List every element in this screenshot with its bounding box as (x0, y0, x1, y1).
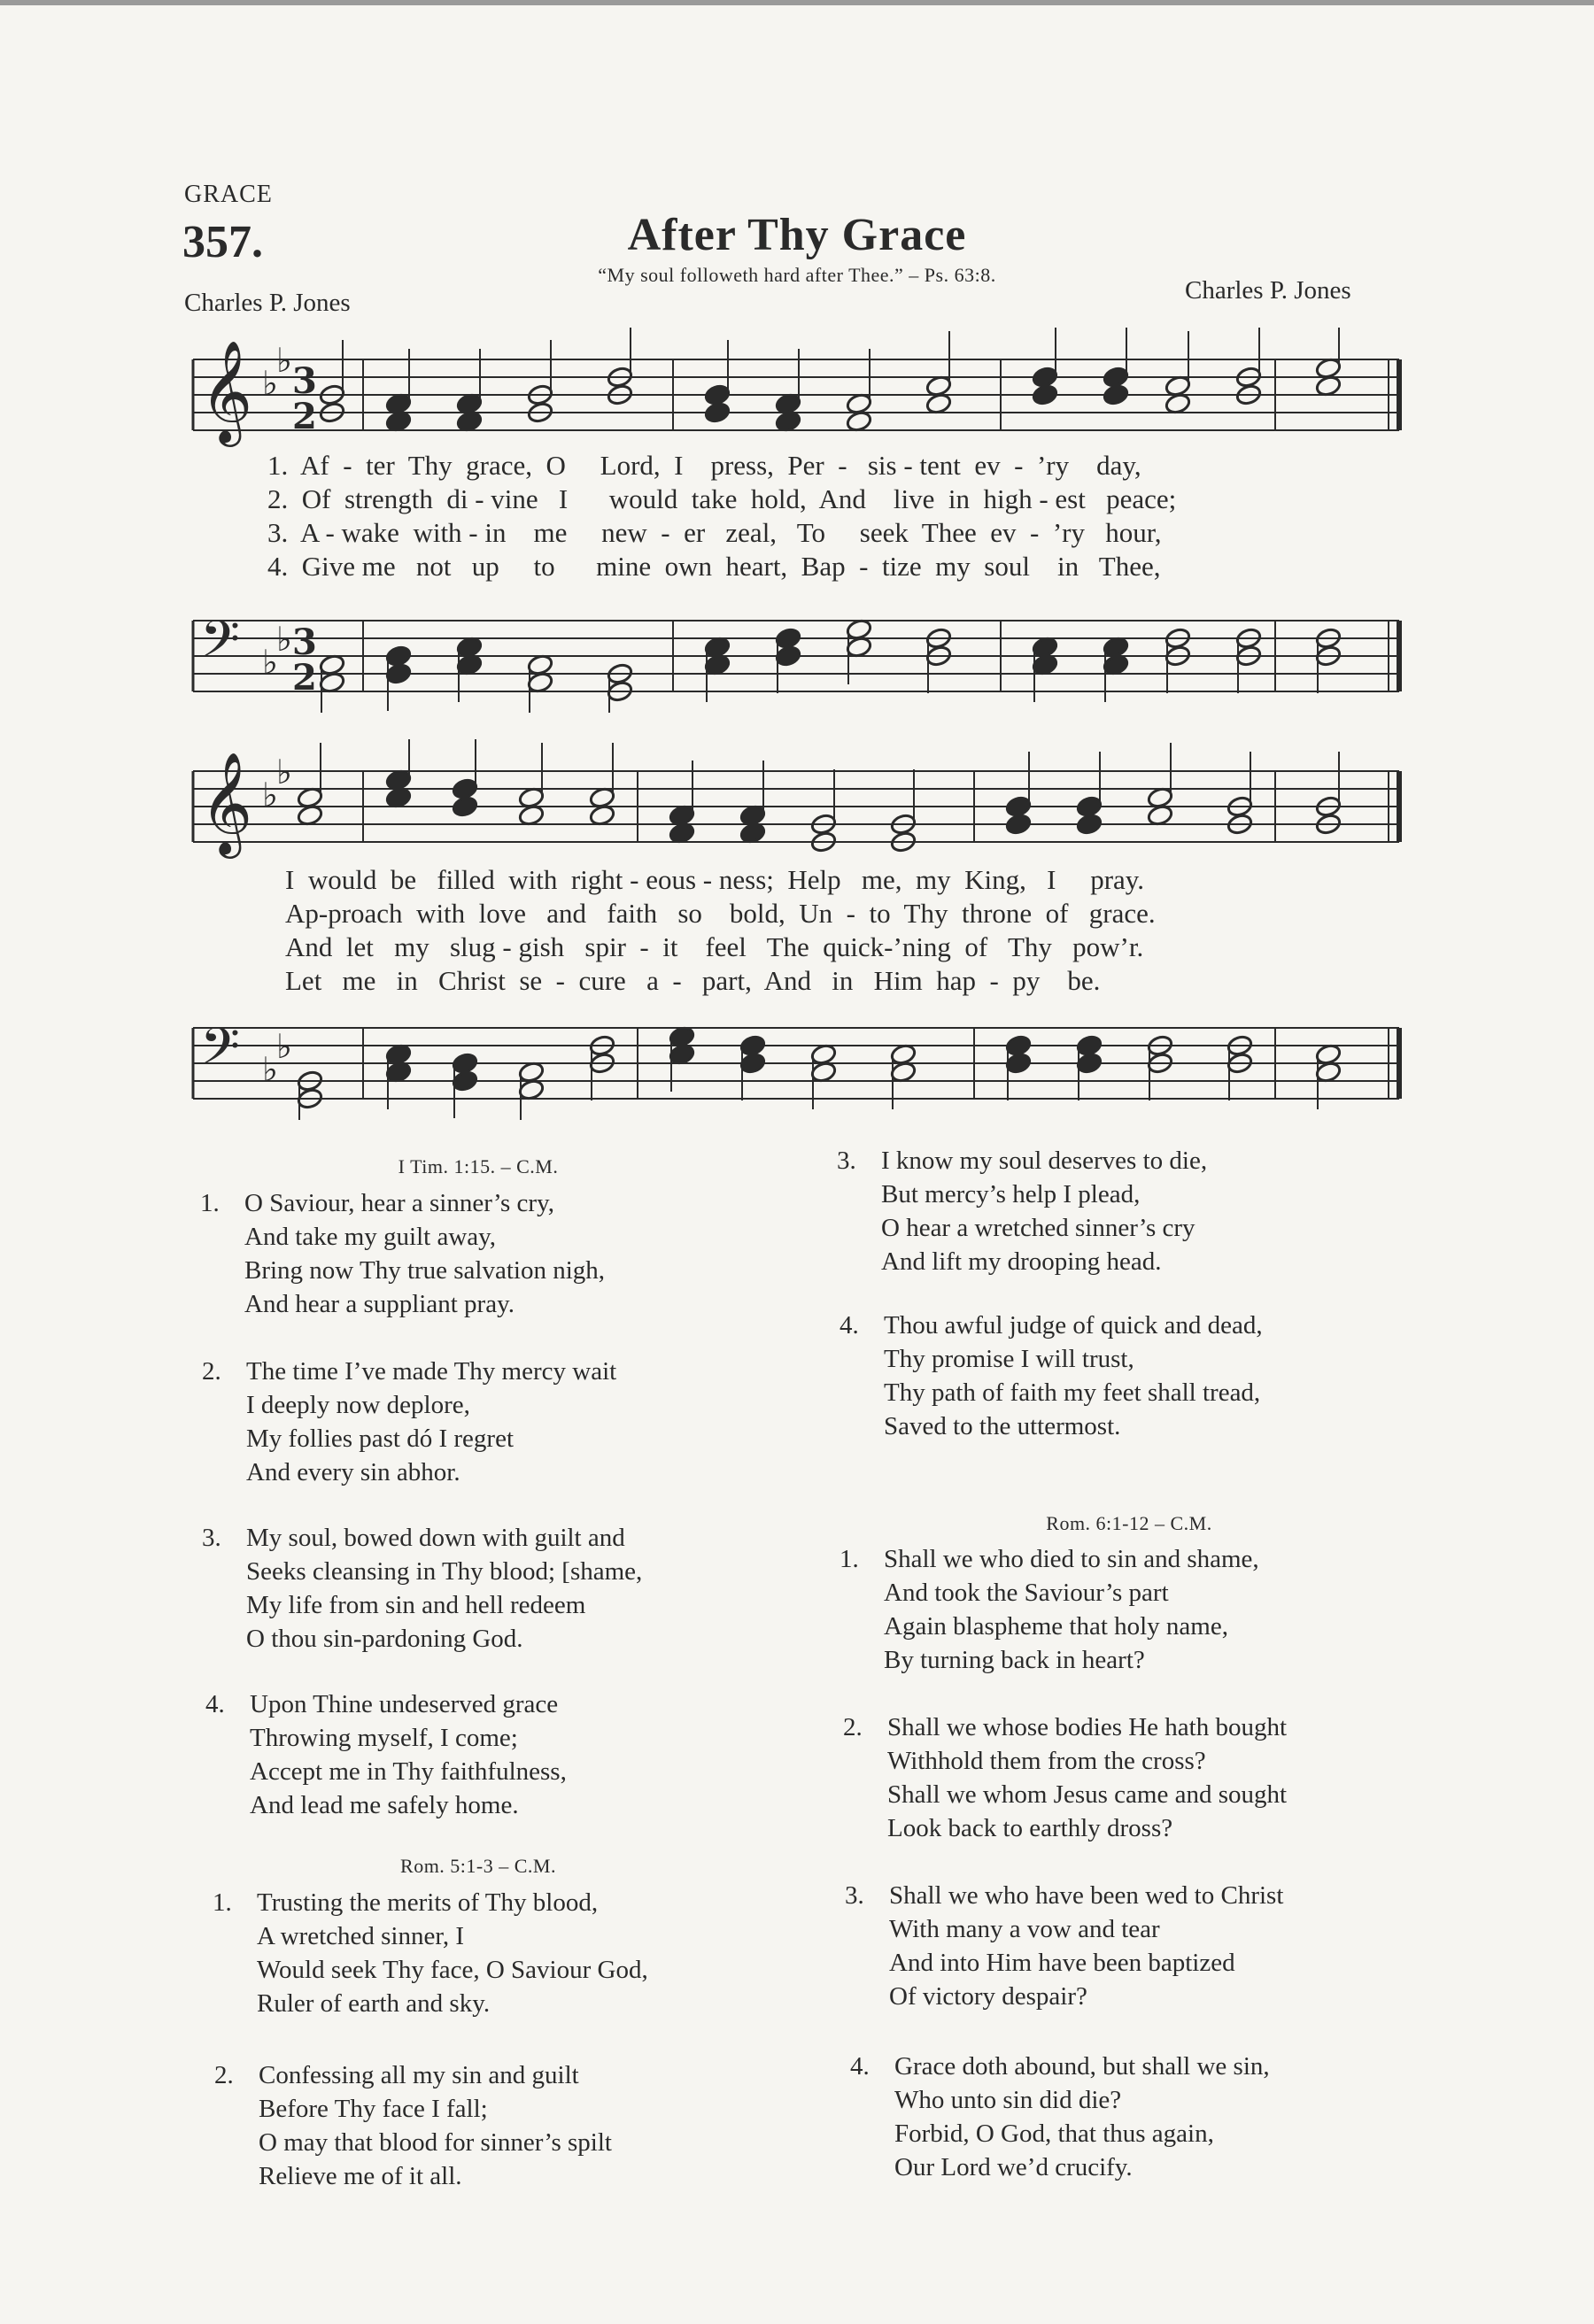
stanza-line: Shall we who have been wed to Christ (889, 1881, 1284, 1910)
stanza-number: 4. (840, 1311, 859, 1340)
scripture-epigraph: “My soul followeth hard after Thee.” – Ps. 63:8. (598, 264, 996, 286)
stanza-line: Shall we whom Jesus came and sought (887, 1780, 1288, 1809)
bass-staff-system-1 (0, 589, 1594, 713)
note-head (1076, 795, 1103, 818)
music-author: Charles P. Jones (1185, 276, 1351, 305)
verse-4-line: 4. Give me not up to mine own heart, Bap - tize my soul in Thee, (267, 551, 1161, 582)
note-head (385, 662, 413, 685)
stanza-line: Trusting the merits of Thy blood, (257, 1888, 599, 1917)
treble-clef-icon: 𝄞 (200, 339, 253, 443)
verse-1-line: 1. Af - ter Thy grace, O Lord, I press, Per - sis - tent ev - ’ry day, (267, 450, 1141, 481)
note-head (385, 645, 413, 668)
stanza-number: 2. (843, 1713, 863, 1741)
bass-clef-icon: 𝄢 (200, 609, 241, 682)
stanza-line: Throwing myself, I come; (250, 1724, 518, 1752)
note-head (452, 1052, 479, 1075)
stanza-line: Shall we whose bodies He hath bought (887, 1713, 1288, 1741)
stanza-line: Thy path of faith my feet shall tread, (884, 1378, 1261, 1407)
stanza-line: Relieve me of it all. (259, 2162, 462, 2190)
stanza-line: Ruler of earth and sky. (257, 1989, 491, 2018)
stanza-line: O may that blood for sinner’s spilt (259, 2128, 612, 2157)
stanza-line: Bring now Thy true salvation nigh, (244, 1256, 606, 1285)
verse-4-line: Let me in Christ se - cure a - part, And in Him hap - py be. (285, 965, 1101, 996)
stanza-line: Withhold them from the cross? (887, 1747, 1206, 1775)
flat-icon: ♭ (276, 1027, 292, 1066)
flat-icon: ♭ (276, 620, 292, 659)
bass-clef-icon: 𝄢 (200, 1016, 241, 1089)
stanza-line: Upon Thine undeserved grace (250, 1690, 559, 1718)
time-signature-bottom: 2 (292, 657, 317, 699)
treble-staff-system-1 (0, 328, 1594, 452)
note-head (1103, 383, 1130, 406)
stanza-line: My life from sin and hell redeem (246, 1591, 586, 1619)
flat-icon: ♭ (262, 1050, 278, 1089)
flat-icon: ♭ (276, 341, 292, 380)
stanza-line: The time I’ve made Thy mercy wait (246, 1357, 617, 1386)
section-heading: GRACE (184, 181, 273, 208)
flat-icon: ♭ (262, 776, 278, 815)
stanza-line: O hear a wretched sinner’s cry (881, 1214, 1196, 1242)
stanza-line: And lead me safely home. (250, 1791, 519, 1819)
stanza-line: And take my guilt away, (244, 1223, 497, 1251)
stanza-line: Seeks cleansing in Thy blood; [shame, (246, 1557, 643, 1586)
stanza-number: 4. (205, 1690, 225, 1718)
note-head (704, 383, 731, 406)
note-head (775, 627, 802, 650)
treble-staff-system-2 (0, 739, 1594, 863)
stanza-line: But mercy’s help I plead, (881, 1180, 1141, 1208)
note-head (1032, 383, 1059, 406)
reading-stanza (843, 1710, 1288, 1845)
note-head (1032, 366, 1059, 389)
note-head (1005, 1034, 1033, 1057)
stanza-number: 2. (202, 1357, 221, 1386)
stanza-line: Grace doth abound, but shall we sin, (894, 2052, 1270, 2081)
stanza-line: Forbid, O God, that thus again, (894, 2119, 1214, 2148)
verse-3-line: 3. A - wake with - in me new - er zeal, To seek Thee ev - ’ry hour, (267, 517, 1162, 548)
stanza-number: 3. (837, 1147, 856, 1175)
reading-stanza (845, 1879, 1284, 2013)
note-head (1103, 366, 1130, 389)
note-head (1005, 813, 1033, 836)
reading-heading-rom5: Rom. 5:1-3 – C.M. (400, 1855, 556, 1877)
stanza-line: Shall we who died to sin and shame, (884, 1545, 1259, 1573)
stanza-line: Look back to earthly dross? (887, 1814, 1173, 1842)
stanza-line: Before Thy face I fall; (259, 2095, 488, 2123)
stanza-number: 1. (213, 1888, 232, 1917)
bass-staff-system-2 (0, 996, 1594, 1120)
reading-stanza (200, 1186, 606, 1321)
note-head (1076, 813, 1103, 836)
note-head (1076, 1052, 1103, 1075)
note-head (1005, 1052, 1033, 1075)
stanza-line: Of victory despair? (889, 1982, 1087, 2011)
stanza-line: And took the Saviour’s part (884, 1579, 1169, 1607)
note-head (739, 1034, 767, 1057)
note-head (704, 401, 731, 424)
note-head (739, 1052, 767, 1075)
reading-heading-tim: I Tim. 1:15. – C.M. (398, 1155, 559, 1177)
reading-stanza (840, 1309, 1263, 1443)
note-head (452, 1069, 479, 1093)
stanza-line: O thou sin-pardoning God. (246, 1625, 523, 1653)
stanza-line: Our Lord we’d crucify. (894, 2153, 1133, 2181)
stanza-number: 3. (845, 1881, 864, 1910)
stanza-line: My follies past dó I regret (246, 1425, 515, 1453)
stanza-line: Again blaspheme that holy name, (884, 1612, 1228, 1641)
time-signature-bottom: 2 (292, 396, 317, 437)
words-author: Charles P. Jones (184, 289, 351, 317)
stanza-line: Thy promise I will trust, (884, 1345, 1134, 1373)
stanza-line: O Saviour, hear a sinner’s cry, (244, 1189, 554, 1217)
reading-stanza (213, 1886, 648, 2020)
reading-stanza (837, 1144, 1208, 1278)
reading-stanza (202, 1355, 617, 1489)
hymn-title: After Thy Grace (627, 210, 967, 260)
hymn-number: 357. (182, 217, 263, 267)
stanza-line: And into Him have been baptized (889, 1949, 1235, 1977)
stanza-line: Who unto sin did die? (894, 2086, 1122, 2114)
note-head (452, 795, 479, 818)
note-head (1076, 1034, 1103, 1057)
reading-stanza (205, 1687, 567, 1822)
stanza-line: And hear a suppliant pray. (244, 1290, 515, 1318)
time-signature-top: 3 (292, 360, 317, 402)
stanza-line: I deeply now deplore, (246, 1391, 470, 1419)
stanza-line: And every sin abhor. (246, 1458, 460, 1486)
note-head (775, 645, 802, 668)
stanza-line: My soul, bowed down with guilt and (246, 1524, 625, 1552)
verse-2-line: Ap-proach with love and faith so bold, Un - to Thy throne of grace. (285, 898, 1156, 929)
flat-icon: ♭ (262, 643, 278, 682)
page-edge-shadow (0, 0, 1594, 5)
stanza-line: Saved to the uttermost. (884, 1412, 1121, 1440)
stanza-line: A wretched sinner, I (257, 1922, 464, 1950)
reading-stanza (850, 2050, 1270, 2184)
note-head (452, 777, 479, 800)
verse-2-line: 2. Of strength di - vine I would take hold, And live in high - est peace; (267, 483, 1177, 514)
stanza-line: I know my soul deserves to die, (881, 1147, 1208, 1175)
note-head (1005, 795, 1033, 818)
stanza-line: Accept me in Thy faithfulness, (250, 1757, 567, 1786)
reading-stanza (214, 2058, 612, 2193)
stanza-line: Would seek Thy face, O Saviour God, (257, 1956, 648, 1984)
treble-clef-icon: 𝄞 (200, 751, 253, 854)
stanza-number: 1. (200, 1189, 220, 1217)
verse-1-line: I would be filled with right - eous - ness; Help me, my King, I pray. (285, 864, 1145, 895)
stanza-number: 1. (840, 1545, 859, 1573)
time-signature-top: 3 (292, 622, 317, 663)
verse-3-line: And let my slug - gish spir - it feel The quick-’ning of Thy pow’r. (285, 931, 1144, 962)
stanza-number: 4. (850, 2052, 870, 2081)
stanza-line: And lift my drooping head. (881, 1247, 1162, 1276)
stanza-line: With many a vow and tear (889, 1915, 1160, 1943)
flat-icon: ♭ (276, 753, 292, 791)
reading-stanza (840, 1542, 1259, 1677)
stanza-line: Thou awful judge of quick and dead, (884, 1311, 1263, 1340)
reading-stanza (202, 1521, 643, 1656)
stanza-line: Confessing all my sin and guilt (259, 2061, 579, 2089)
stanza-number: 2. (214, 2061, 234, 2089)
stanza-line: By turning back in heart? (884, 1646, 1145, 1674)
flat-icon: ♭ (262, 364, 278, 403)
stanza-number: 3. (202, 1524, 221, 1552)
reading-heading-rom6: Rom. 6:1-12 – C.M. (1046, 1512, 1212, 1534)
